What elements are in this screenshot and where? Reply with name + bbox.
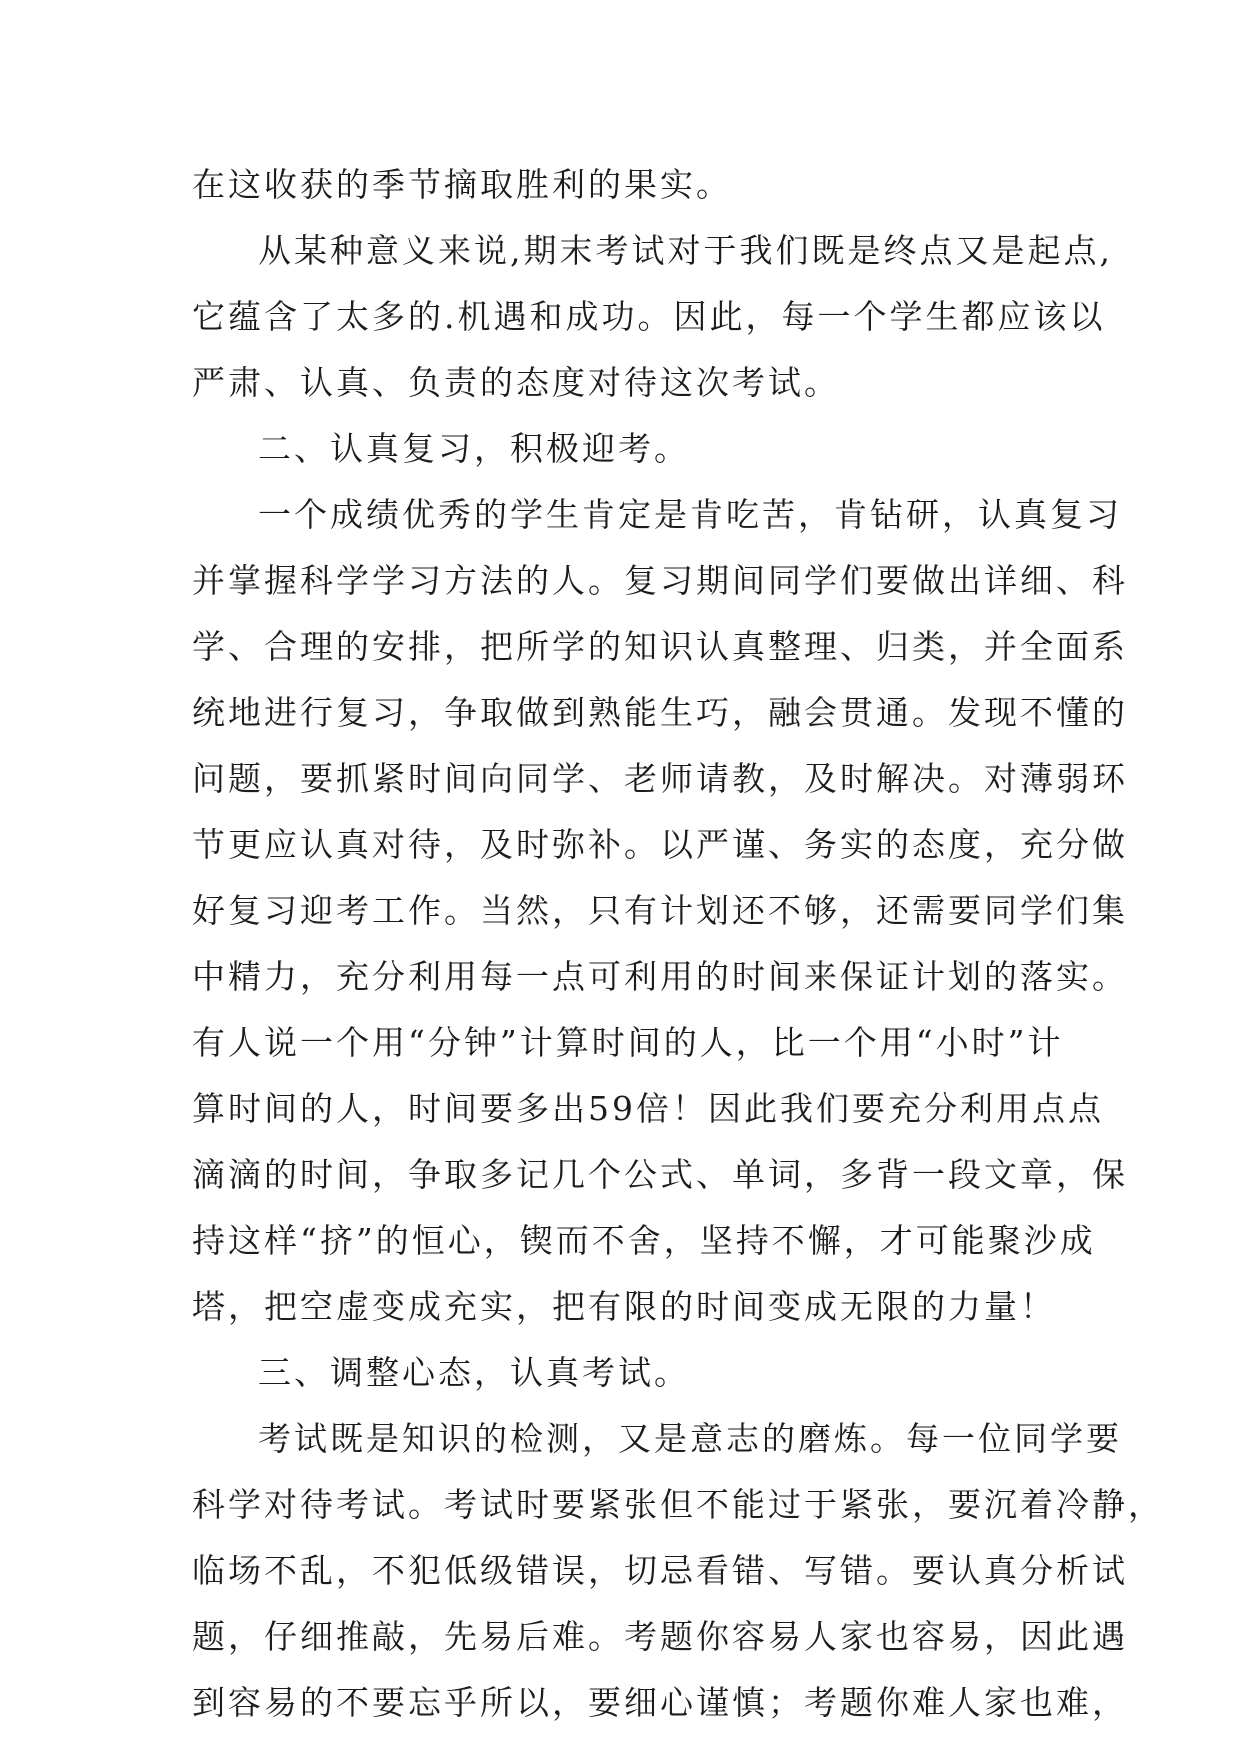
text-line: 并掌握科学学习方法的人。复习期间同学们要做出详细、科 [192, 561, 1128, 600]
text-line: 统地进行复习，争取做到熟能生巧，融会贯通。发现不懂的 [192, 693, 1128, 732]
text-line: 节更应认真对待，及时弥补。以严谨、务实的态度，充分做 [192, 825, 1128, 864]
text-line: 题，仔细推敲，先易后难。考题你容易人家也容易，因此遇 [192, 1617, 1128, 1656]
text-line: 持这样“挤”的恒心，锲而不舍，坚持不懈，才可能聚沙成 [192, 1221, 1096, 1260]
text-line: 临场不乱，不犯低级错误，切忌看错、写错。要认真分析试 [192, 1551, 1128, 1590]
text-line: 考试既是知识的检测，又是意志的磨炼。每一位同学要 [258, 1419, 1122, 1458]
text-line: 从某种意义来说,期末考试对于我们既是终点又是起点, [258, 231, 1113, 270]
text-line: 科学对待考试。考试时要紧张但不能过于紧张，要沉着冷静， [192, 1485, 1164, 1524]
text-line: 学、合理的安排，把所学的知识认真整理、归类，并全面系 [192, 627, 1128, 666]
text-line: 算时间的人，时间要多出59倍！因此我们要充分利用点点 [192, 1089, 1104, 1128]
text-line: 到容易的不要忘乎所以，要细心谨慎；考题你难人家也难， [192, 1683, 1128, 1722]
text-line: 塔，把空虚变成充实，把有限的时间变成无限的力量！ [192, 1287, 1056, 1326]
text-line: 问题，要抓紧时间向同学、老师请教，及时解决。对薄弱环 [192, 759, 1128, 798]
section-heading: 二、认真复习，积极迎考。 [258, 429, 690, 468]
text-line: 严肃、认真、负责的态度对待这次考试。 [192, 363, 840, 402]
text-line: 有人说一个用“分钟”计算时间的人，比一个用“小时”计 [192, 1023, 1064, 1062]
text-line: 在这收获的季节摘取胜利的果实。 [192, 165, 732, 204]
text-line: 一个成绩优秀的学生肯定是肯吃苦，肯钻研，认真复习 [258, 495, 1122, 534]
text-line: 它蕴含了太多的.机遇和成功。因此，每一个学生都应该以 [192, 297, 1106, 336]
text-line: 中精力，充分利用每一点可利用的时间来保证计划的落实。 [192, 957, 1128, 996]
text-line: 滴滴的时间，争取多记几个公式、单词，多背一段文章，保 [192, 1155, 1128, 1194]
section-heading: 三、调整心态，认真考试。 [258, 1353, 690, 1392]
text-line: 好复习迎考工作。当然，只有计划还不够，还需要同学们集 [192, 891, 1128, 930]
